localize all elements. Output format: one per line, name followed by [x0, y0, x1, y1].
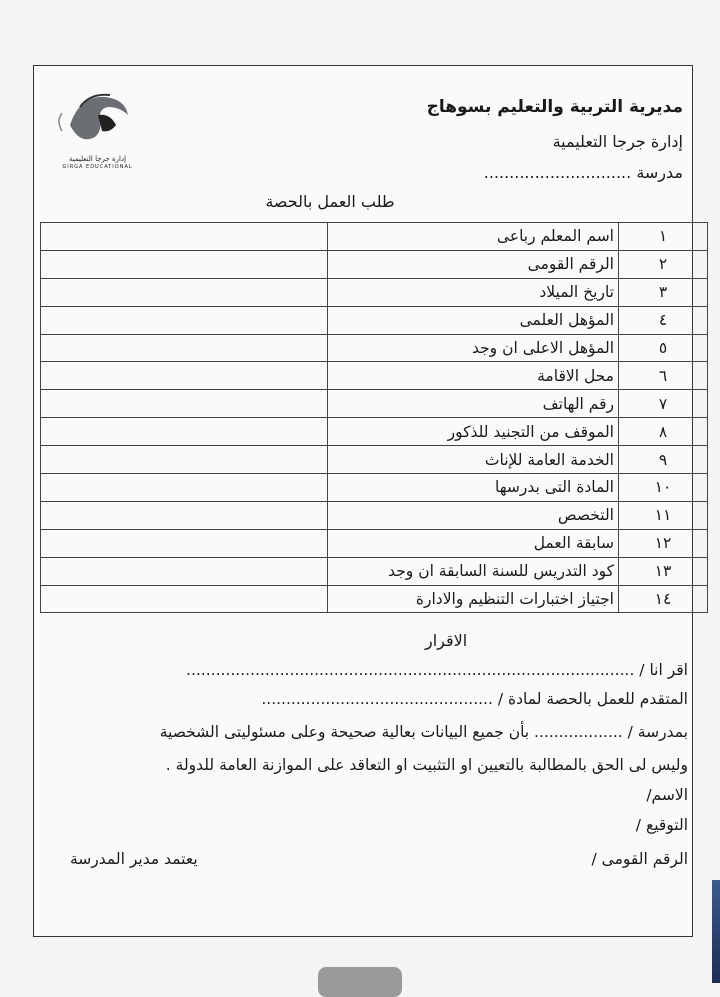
row-number: ١٤: [619, 585, 708, 613]
row-label: اجتياز اختبارات التنظيم والادارة: [328, 585, 619, 613]
row-number: ٦: [619, 362, 708, 390]
row-number: ٥: [619, 334, 708, 362]
row-number: ٢: [619, 250, 708, 278]
row-value-field[interactable]: [41, 501, 328, 529]
row-label: الرقم القومى: [328, 250, 619, 278]
applicant-data-table: [40, 222, 708, 613]
table-row: [41, 390, 708, 418]
photo-edge: [712, 880, 720, 983]
table-row: [41, 250, 708, 278]
row-label: المادة التى بدرسها: [328, 474, 619, 502]
row-number: ١٣: [619, 557, 708, 585]
directorate-heading: مديرية التربية والتعليم بسوهاج: [426, 97, 683, 117]
row-value-field[interactable]: [41, 585, 328, 613]
row-label: المؤهل العلمى: [328, 306, 619, 334]
row-value-field[interactable]: [41, 557, 328, 585]
row-label: رقم الهاتف: [328, 390, 619, 418]
table-row: [41, 529, 708, 557]
declaration-line-name: اقر انا / ...........................................................................................: [186, 661, 688, 679]
row-label: اسم المعلم رباعى: [328, 223, 619, 251]
logo-caption-english: GIRGA EDUCATIONAL: [62, 164, 133, 170]
declaration-line-rights: وليس لى الحق بالمطالبة بالتعيين او التثبيت او التعاقد على الموازنة العامة للدولة .: [165, 756, 688, 774]
signature-field-label: التوقيع /: [635, 816, 688, 834]
row-label: التخصص: [328, 501, 619, 529]
table-row: [41, 306, 708, 334]
row-number: ٩: [619, 446, 708, 474]
school-line: مدرسة .............................: [483, 163, 683, 182]
national-id-field-label: الرقم القومى /: [591, 850, 688, 868]
row-value-field[interactable]: [41, 362, 328, 390]
table-row: [41, 501, 708, 529]
row-value-field[interactable]: [41, 334, 328, 362]
row-number: ٧: [619, 390, 708, 418]
declaration-title: الاقرار: [425, 631, 468, 650]
row-number: ١١: [619, 501, 708, 529]
table-row: [41, 362, 708, 390]
row-value-field[interactable]: [41, 474, 328, 502]
row-value-field[interactable]: [41, 250, 328, 278]
table-row: [41, 223, 708, 251]
row-value-field[interactable]: [41, 529, 328, 557]
row-value-field[interactable]: [41, 223, 328, 251]
row-value-field[interactable]: [41, 418, 328, 446]
table-row: [41, 278, 708, 306]
row-number: ١: [619, 223, 708, 251]
logo-caption-arabic: إدارة جرجا التعليمية: [68, 155, 127, 163]
row-number: ١٠: [619, 474, 708, 502]
row-number: ٨: [619, 418, 708, 446]
row-value-field[interactable]: [41, 306, 328, 334]
row-label: الخدمة العامة للإناث: [328, 446, 619, 474]
row-label: تاريخ الميلاد: [328, 278, 619, 306]
page-indicator: [318, 967, 402, 997]
table-row: [41, 585, 708, 613]
table-row: [41, 446, 708, 474]
row-number: ٤: [619, 306, 708, 334]
principal-approval: يعتمد مدير المدرسة: [70, 850, 198, 868]
table-row: [41, 334, 708, 362]
row-value-field[interactable]: [41, 390, 328, 418]
row-label: المؤهل الاعلى ان وجد: [328, 334, 619, 362]
table-row: [41, 474, 708, 502]
declaration-line-school: بمدرسة / .................. بأن جميع البيانات بعالية صحيحة وعلى مسئوليتى الشخصية: [159, 723, 688, 741]
row-label: محل الاقامة: [328, 362, 619, 390]
table-row: [41, 418, 708, 446]
name-field-label: الاسم/: [646, 786, 688, 804]
row-label: الموقف من التجنيد للذكور: [328, 418, 619, 446]
row-label: سابقة العمل: [328, 529, 619, 557]
declaration-line-subject: المتقدم للعمل بالحصة لمادة / ...............................................: [261, 690, 688, 708]
form-title: طلب العمل بالحصة: [265, 192, 395, 211]
row-value-field[interactable]: [41, 446, 328, 474]
row-number: ٣: [619, 278, 708, 306]
row-label: كود التدريس للسنة السابقة ان وجد: [328, 557, 619, 585]
table-row: [41, 557, 708, 585]
administration-heading: إدارة جرجا التعليمية: [552, 132, 683, 151]
row-number: ١٢: [619, 529, 708, 557]
row-value-field[interactable]: [41, 278, 328, 306]
